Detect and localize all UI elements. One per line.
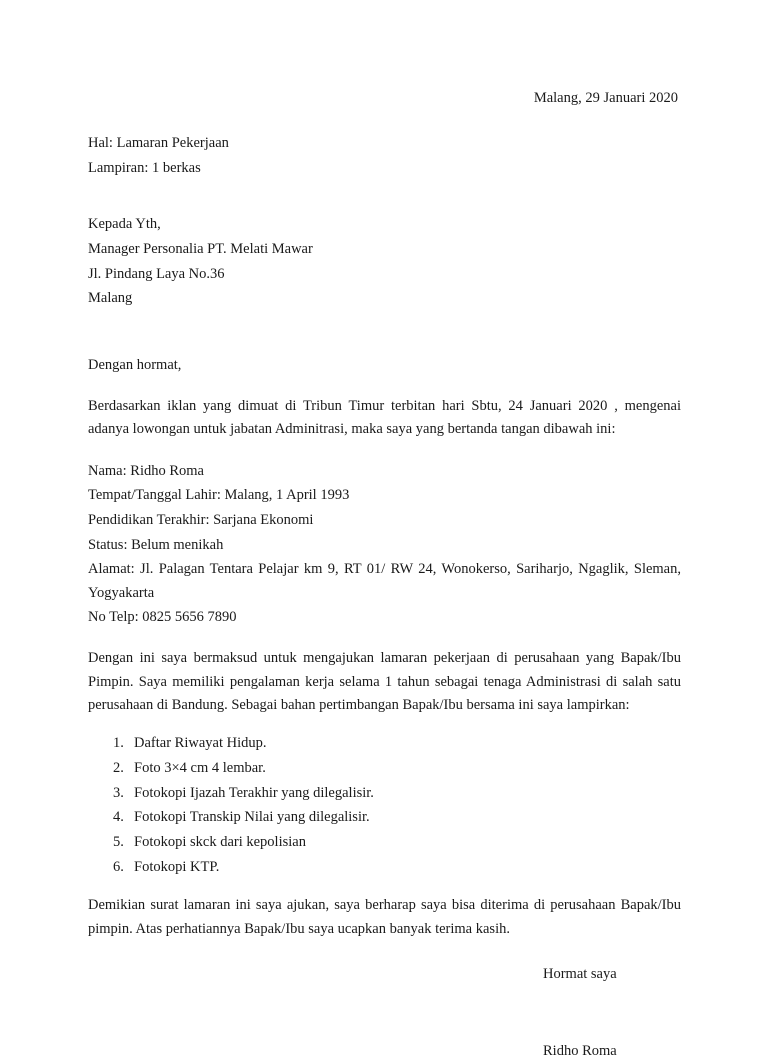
salutation: Dengan hormat,	[88, 357, 182, 374]
list-item-label: Daftar Riwayat Hidup.	[134, 734, 267, 751]
signature-closing-phrase: Hormat saya	[543, 966, 617, 983]
intro-paragraph: Berdasarkan iklan yang dimuat di Tribun Timur terbitan hari Sbtu, 24 Januari 2020 , mengenai adanya lowongan untuk jabatan Adminitrasi, maka saya yang bertanda tangan dibawah ini:	[88, 397, 681, 438]
subject-hal: Hal: Lamaran Pekerjaan	[88, 134, 229, 151]
recipient-line-2: Manager Personalia PT. Melati Mawar	[88, 240, 313, 257]
applicant-details	[88, 459, 681, 631]
list-item-number: 6.	[113, 859, 124, 876]
date-text: Malang, 29 Januari 2020	[533, 90, 678, 106]
list-item-number: 3.	[113, 784, 124, 801]
list-item-label: Fotokopi skck dari kepolisian	[134, 834, 306, 851]
list-item-label: Fotokopi Ijazah Terakhir yang dilegalisir.	[134, 784, 374, 801]
list-item-number: 2.	[113, 759, 124, 776]
list-item-label: Fotokopi KTP.	[134, 859, 220, 876]
recipient-line-3: Jl. Pindang Laya No.36	[88, 265, 225, 282]
recipient-line-4: Malang	[88, 290, 133, 307]
list-item	[88, 805, 681, 830]
list-item-label: Fotokopi Transkip Nilai yang dilegalisir.	[134, 809, 370, 826]
recipient-block	[88, 212, 681, 312]
list-item	[88, 781, 681, 806]
list-item-number: 1.	[113, 734, 124, 751]
main-paragraph: Dengan ini saya bermaksud untuk mengajukan lamaran pekerjaan di perusahaan yang Bapak/Ibu Pimpin. Saya memiliki pengalaman kerja selama 1 tahun sebagai tenaga Administrasi di salah satu perusahaan di Bandung. Sebagai bahan pertimbangan Bapak/Ibu bersama ini saya lampirkan:	[88, 650, 681, 714]
attachment-list	[88, 731, 681, 881]
detail-tempat-tanggal-lahir: Tempat/Tanggal Lahir: Malang, 1 April 1993	[88, 487, 350, 504]
recipient-line-1: Kepada Yth,	[88, 215, 161, 232]
list-item	[88, 731, 681, 756]
signature-block	[88, 963, 681, 1063]
detail-pendidikan-terakhir: Pendidikan Terakhir: Sarjana Ekonomi	[88, 512, 314, 529]
signature-space	[543, 986, 681, 1040]
detail-alamat: Alamat: Jl. Palagan Tentara Pelajar km 9, RT 01/ RW 24, Wonokerso, Sariharjo, Ngaglik, Sleman, Yogyakarta	[88, 561, 681, 601]
closing-paragraph: Demikian surat lamaran ini saya ajukan, saya berharap saya bisa diterima di perusahaan Bapak/Ibu pimpin. Atas perhatiannya Bapak/Ibu saya ucapkan banyak terima kasih.	[88, 897, 681, 937]
detail-status: Status: Belum menikah	[88, 537, 224, 554]
letter-content	[88, 0, 681, 1064]
signature-name: Ridho Roma	[543, 1043, 617, 1060]
list-item	[88, 855, 681, 880]
list-item-number: 5.	[113, 834, 124, 851]
subject-lampiran: Lampiran: 1 berkas	[88, 159, 201, 176]
list-item	[88, 830, 681, 855]
detail-no-telp: No Telp: 0825 5656 7890	[88, 609, 237, 626]
list-item-label: Foto 3×4 cm 4 lembar.	[134, 759, 266, 776]
date-line	[88, 0, 681, 110]
list-item	[88, 756, 681, 781]
subject-block	[88, 131, 681, 181]
detail-nama: Nama: Ridho Roma	[88, 462, 204, 479]
list-item-number: 4.	[113, 809, 124, 826]
